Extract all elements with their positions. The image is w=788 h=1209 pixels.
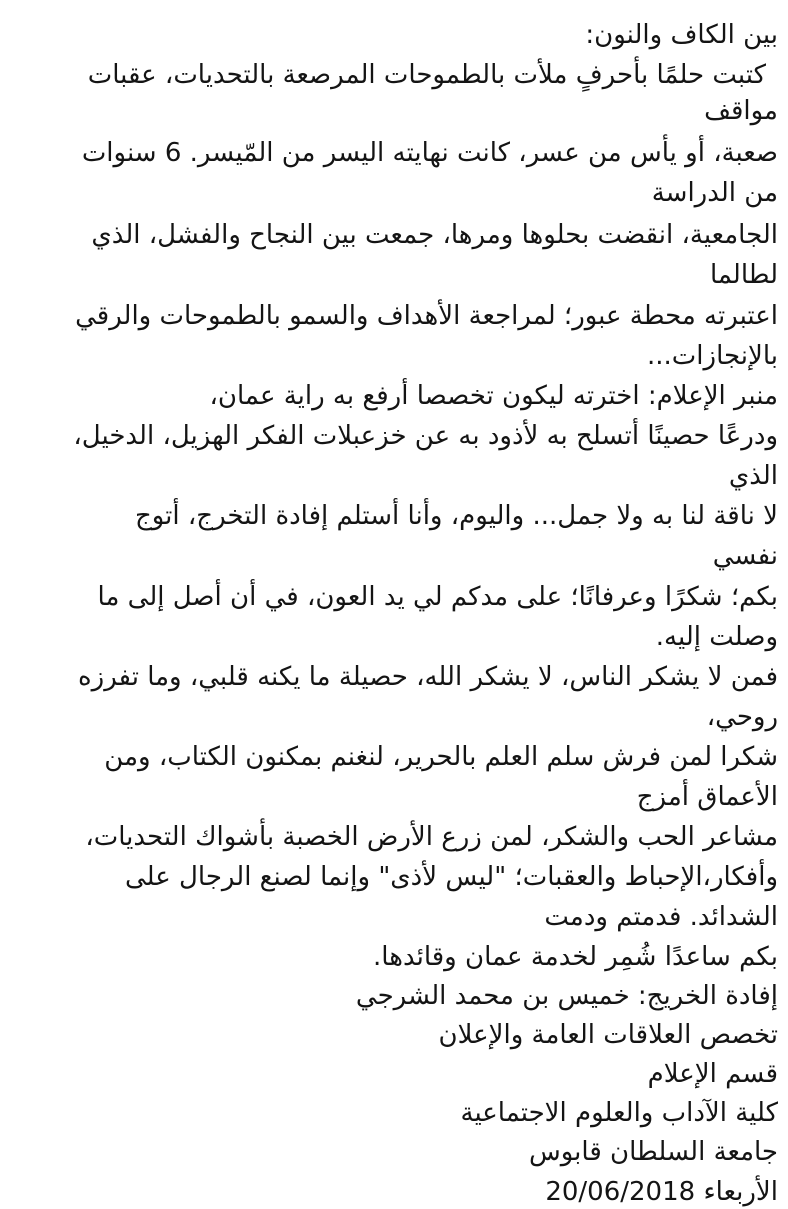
- note-line: صعبة، أو يأس من عسر، كانت نهايته اليسر من المّيسر. 6 سنوات: [81, 138, 778, 168]
- note-line: روحي،: [706, 702, 778, 732]
- note-line: الأربعاء 20/06/2018: [545, 1177, 778, 1207]
- note-line: الأعماق أمزج: [636, 782, 778, 812]
- note-line: إفادة الخريج: خميس بن محمد الشرجي: [355, 981, 778, 1011]
- note-line: وصلت إليه.: [655, 622, 778, 652]
- note-line: لا ناقة لنا به ولا جمل... واليوم، وأنا أستلم إفادة التخرج، أتوج: [134, 501, 778, 531]
- note-line: تخصص العلاقات العامة والإعلان: [438, 1020, 778, 1050]
- note-line: فمن لا يشكر الناس، لا يشكر الله، حصيلة ما يكنه قلبي، وما تفرزه: [78, 662, 778, 692]
- note-line: بكم ساعدًا شُمِر لخدمة عمان وقائدها.: [373, 942, 778, 972]
- note-line: لطالما: [709, 260, 778, 290]
- note-line: ودرعًا حصينًا أتسلح به لأذود به عن خزعبلات الفكر الهزيل، الدخيل،: [73, 421, 778, 451]
- note-line: شكرا لمن فرش سلم العلم بالحرير، لنغنم بمكنون الكتاب، ومن: [104, 742, 778, 772]
- note-line: كلية الآداب والعلوم الاجتماعية: [460, 1098, 778, 1128]
- note-line: الذي: [728, 461, 778, 491]
- note-line: كتبت حلمًا بأحرفٍ ملأت بالطموحات المرصعة بالتحديات، عقبات: [87, 60, 766, 90]
- note-line: قسم الإعلام: [647, 1059, 778, 1089]
- note-line: الجامعية، انقضت بحلوها ومرها، جمعت بين النجاح والفشل، الذي: [91, 220, 778, 250]
- note-line: بكم؛ شكرًا وعرفانًا؛ على مدكم لي يد العون، في أن أصل إلى ما: [97, 582, 778, 612]
- note-line: اعتبرته محطة عبور؛ لمراجعة الأهداف والسمو بالطموحات والرقي: [75, 301, 778, 331]
- note-line: الشدائد. فدمتم ودمت: [544, 902, 778, 932]
- note-line: منبر الإعلام: اخترته ليكون تخصصا أرفع به راية عمان،: [209, 381, 778, 411]
- note-line: نفسي: [712, 541, 778, 571]
- note-line: من الدراسة: [651, 178, 778, 208]
- note-line: مشاعر الحب والشكر، لمن زرع الأرض الخصبة بأشواك التحديات،: [85, 822, 778, 852]
- note-line: وأفكار،الإحباط والعقبات؛ "ليس لأذى" وإنما لصنع الرجال على: [124, 862, 778, 892]
- note-line: بالإنجازات...: [647, 341, 778, 371]
- note-line: جامعة السلطان قابوس: [529, 1137, 778, 1167]
- note-line: مواقف: [704, 96, 778, 126]
- note-line: بين الكاف والنون:: [585, 20, 778, 50]
